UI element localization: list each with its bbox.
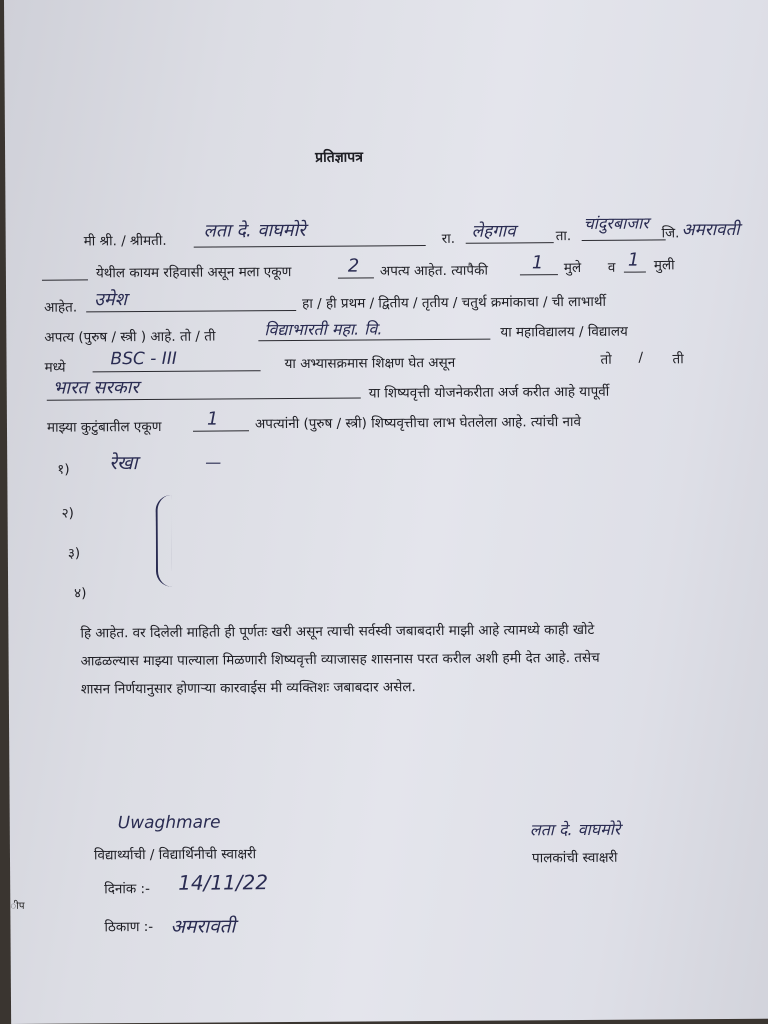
list-bracket-mark <box>155 495 172 587</box>
declaration-line-2: आढळल्यास माझ्या पाल्याला मिळणारी शिष्यवृत्ती व्याजासह शासनास परत करील अशी हमी देत आहे. तसेच <box>80 649 600 670</box>
parent-signature-label: पालकांची स्वाक्षरी <box>531 849 618 867</box>
total-children-handwritten: 2 <box>347 255 360 277</box>
sons-underline <box>520 274 558 275</box>
applicant-name-handwritten: लता दे. वाघमोरे <box>203 219 306 242</box>
document-sheet <box>4 0 768 1024</box>
village-handwritten: लेहगाव <box>471 221 516 242</box>
scheme-text: या शिष्यवृत्ती योजनेकरीता अर्ज करीत आहे यापूर्वी <box>368 383 610 402</box>
sons-handwritten: 1 <box>531 252 544 274</box>
children-text: अपत्य आहेत. त्यापैकी <box>379 262 489 280</box>
she-label: ती <box>672 351 684 368</box>
parent-signature-handwritten: लता दे. वाघमोरे <box>529 819 621 840</box>
list-number-3: ३) <box>67 545 81 562</box>
taluka-handwritten: चांदुरबाजार <box>583 213 649 233</box>
declaration-line-1: हि आहेत. वर दिलेली माहिती ही पूर्णतः खरी असून त्याची सर्वस्वी जबाबदारी माझी आहे त्यामध्ये काही खोटे <box>80 621 595 642</box>
he-label: तो <box>600 351 612 368</box>
college-text: या महाविद्यालय / विद्यालय <box>500 323 628 341</box>
taluka-underline <box>582 239 666 241</box>
village-label: रा. <box>441 230 456 247</box>
date-label: दिनांक :- <box>104 881 151 898</box>
family-text: माझ्या कुटुंबातील एकूण <box>46 418 162 436</box>
and-label: व <box>607 259 616 276</box>
edge-text: ीप <box>10 900 25 912</box>
in-label: मध्ये <box>44 359 66 376</box>
total-children-underline <box>338 277 374 278</box>
student-signature-label: विद्यार्थ्याची / विद्यार्थिनीची स्वाक्षरी <box>93 846 257 864</box>
prior-count-handwritten: 1 <box>206 408 219 430</box>
course-underline <box>93 370 261 372</box>
place-handwritten: अमरावती <box>170 915 236 938</box>
name-prefix-label: मी श्री. / श्रीमती. <box>83 232 167 250</box>
district-handwritten: अमरावती <box>681 219 740 241</box>
taluka-label: ता. <box>555 228 572 245</box>
daughters-handwritten: 1 <box>627 249 640 271</box>
place-label: ठिकाण :- <box>104 918 154 936</box>
date-handwritten: 14/11/22 <box>178 870 269 895</box>
slash-label: / <box>638 349 644 366</box>
scheme-handwritten: भारत सरकार <box>52 377 139 399</box>
beneficiary-1-dash: — <box>205 452 222 472</box>
student-signature-handwritten: Uwaghmare <box>117 812 221 834</box>
beneficiary-order-text: हा / ही प्रथम / द्वितीय / तृतीय / चतुर्थ क्रमांकाचा / ची लाभार्थी <box>302 293 607 312</box>
list-number-2: २) <box>61 505 74 522</box>
course-handwritten: BSC - III <box>110 348 177 370</box>
prior-count-underline <box>193 430 249 431</box>
child-gender-text: अपत्य (पुरुष / स्त्री ) आहे. तो / ती <box>44 328 216 346</box>
document-title: प्रतिज्ञापत्र <box>315 149 364 166</box>
sons-label: मुले <box>563 259 582 277</box>
list-number-4: ४) <box>74 585 87 602</box>
village-underline <box>466 242 554 244</box>
beneficiary-1-handwritten: रेखा <box>109 452 138 475</box>
declaration-line-3: शासन निर्णयानुसार होणाऱ्या कारवाईस मी व्यक्तिशः जबाबदार असेल. <box>80 679 416 698</box>
daughters-label: मुली <box>653 257 675 274</box>
list-number-1: १) <box>57 461 70 478</box>
are-label: आहेत. <box>44 299 78 316</box>
name-underline <box>194 245 426 248</box>
daughters-underline <box>624 272 646 273</box>
college-handwritten: विद्याभारती महा. वि. <box>264 319 383 340</box>
district-label: जि. <box>661 225 680 242</box>
district-continuation-underline <box>42 279 88 280</box>
residence-text: येथील कायम रहिवासी असून मला एकूण <box>95 264 292 282</box>
course-text: या अभ्यासक्रमास शिक्षण घेत असून <box>284 354 456 373</box>
child-name-handwritten: उमेश <box>94 289 128 311</box>
children-benefit-text: अपत्यांनी (पुरुष / स्त्री) शिष्यवृत्तीचा लाभ घेतलेला आहे. त्यांची नावे <box>254 413 582 433</box>
